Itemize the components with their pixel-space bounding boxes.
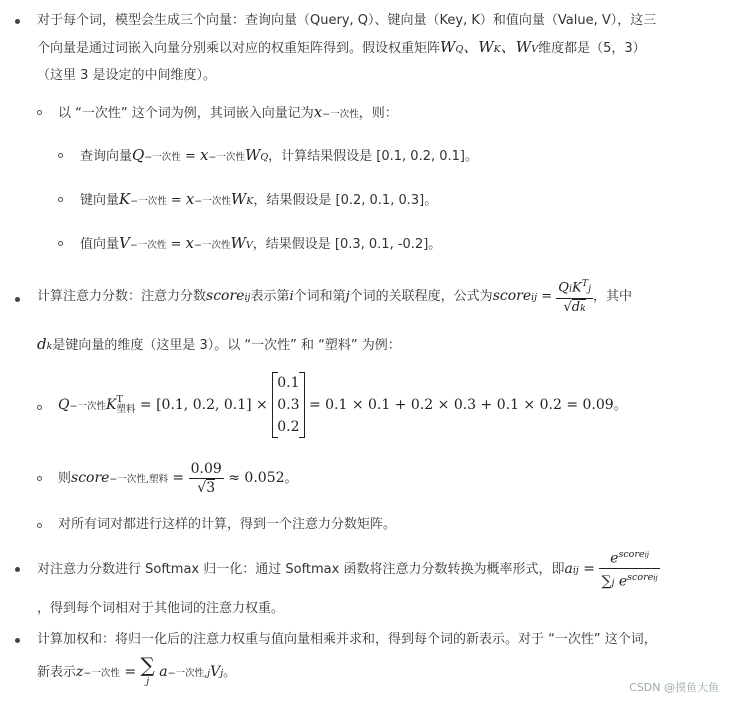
equals: = [537, 289, 557, 304]
matrix-val-0: 0.1 [277, 375, 300, 391]
p2-line1 [37, 268, 632, 326]
sub-bullet [37, 405, 42, 410]
formula-q: Q−一次性 = x−一次性WQ [132, 146, 269, 164]
bullet [15, 638, 20, 643]
p2-text-a: 计算注意力分数：注意力分数 [37, 289, 207, 304]
word-subscript: 一次性 [117, 474, 146, 485]
formula-score: scoreij [206, 288, 251, 304]
sub-intro-text: 以 “一次性” 这个词为例，其词嵌入向量记为 [58, 106, 314, 121]
bullet [15, 297, 20, 302]
sub-bullet [37, 523, 42, 528]
word-subscript: 一次性 [152, 152, 181, 163]
p2-text-b: 表示第 [250, 289, 290, 304]
p1-line1: 对于每个词，模型会生成三个向量：查询向量（Query, Q）、键向量（Key, K）和值向量（Value, V），这三 [37, 13, 657, 28]
sub-bullet [37, 110, 42, 115]
q-result: ，计算结果假设是 [0.1, 0.2, 0.1]。 [268, 149, 478, 164]
p2-line2 [37, 335, 401, 356]
word2-subscript: 塑料 [116, 404, 136, 415]
word2-subscript: 塑料 [148, 474, 168, 485]
word-subscript: 一次性 [330, 109, 359, 120]
q-line [80, 146, 478, 167]
matrix-val-2: 0.2 [277, 419, 300, 435]
formula-weighted-sum: z−一次性 = ∑ j a−一次性,jVj [76, 653, 224, 687]
matrix-val-1: 0.3 [277, 397, 300, 413]
then-line [58, 455, 298, 503]
word-subscript: 一次性 [216, 152, 245, 163]
q-label: 查询向量 [80, 149, 133, 164]
score-approx: ≈ 0.052 [228, 470, 285, 486]
p2-text-e: ，其中 [593, 289, 633, 304]
p2-text-c: 个词和第 [293, 289, 346, 304]
sub-bullet [58, 153, 63, 158]
v-line [80, 234, 441, 255]
p2-line2-text: 是键向量的维度（这里是 3）。以 “一次性” 和 “塑料” 为例： [52, 338, 401, 353]
all-pairs: 对所有词对都进行这样的计算，得到一个注意力分数矩阵。 [58, 517, 397, 532]
k-line [80, 190, 437, 211]
v-label: 值向量 [80, 237, 120, 252]
p3-line1 [37, 544, 660, 596]
p3-line2: ，得到每个词相对于其他词的注意力权重。 [37, 601, 285, 616]
period: 。 [613, 398, 627, 413]
formula-dk: dk [37, 335, 53, 353]
then-label: 则 [58, 471, 72, 486]
formula-score-value: score−一次性,塑料 = $\frac{0.09}{√3}$ ≈ 0.052 [71, 460, 285, 496]
calc-result: = 0.1 × 0.1 + 0.2 × 0.3 + 0.1 × 0.2 = 0.09 [308, 397, 614, 413]
p4-text: 新表示 [37, 665, 77, 680]
p2-text-d: 个词的关联程度，公式为 [349, 289, 493, 304]
p3-text: 对注意力分数进行 Softmax 归一化：通过 Softmax 函数将注意力分数转换为概率形式，即 [37, 562, 565, 577]
formula-score-ij: scoreij [492, 288, 538, 304]
bullet [15, 19, 20, 24]
word-subscript: 一次性 [175, 668, 205, 679]
column-vector [272, 372, 304, 438]
sub-bullet [58, 197, 63, 202]
k-result: ，结果假设是 [0.2, 0.1, 0.3]。 [253, 193, 438, 208]
formula-x: x−一次性 [313, 103, 359, 121]
score-frac-num: 0.09 [190, 460, 222, 477]
period: 。 [284, 471, 298, 486]
calc-line [58, 372, 627, 438]
word-subscript: 一次性 [201, 240, 231, 251]
sub-bullet [58, 241, 63, 246]
formula-softmax: aij = $\frac{e^{scoreij}}{\sum j e^{scoreij}}$ [564, 561, 659, 577]
v-result: ，结果假设是 [0.3, 0.1, -0.2]。 [252, 237, 442, 252]
word-subscript: 一次性 [138, 196, 167, 207]
word-subscript: 一次性 [91, 668, 120, 679]
formula-k: K−一次性 = x−一次性WK [119, 190, 254, 208]
word-subscript: 一次性 [202, 196, 231, 207]
k-label: 键向量 [80, 193, 120, 208]
period: 。 [223, 665, 237, 680]
sub-bullet [37, 476, 42, 481]
formula-i: i [289, 289, 294, 304]
p1-line3: （这里 3 是设定的中间维度）。 [37, 68, 217, 83]
formula-j: j [345, 289, 350, 304]
p4-line2 [37, 652, 236, 694]
bullet [15, 567, 20, 572]
p1-line2-dim: 维度都是（5，3） [538, 41, 646, 56]
p1-line2-text: 个向量是通过词嵌入向量分别乘以对应的权重矩阵得到。假设权重矩阵 [37, 41, 441, 56]
p1-sub-intro [58, 103, 398, 124]
formula-v: V−一次性 = x−一次性WV [119, 234, 253, 252]
word-subscript: 一次性 [137, 240, 167, 251]
fraction-qk-sqrt-dk: $\frac{QiK^Tj}{√dk}$ [556, 275, 593, 318]
formula-qk-product: Q−一次性K T 塑料 = [0.1, 0.2, 0.1] × 0.1 0.3 0.2 = 0.1 × 0.1 + 0.2 × 0.3 + 0.1 × 0.2 = 0.09 [58, 397, 614, 413]
sub-intro-tail: ，则： [358, 106, 398, 121]
p1-line2 [37, 38, 646, 59]
word-subscript: 一次性 [77, 401, 106, 412]
p4-line1: 计算加权和：将归一化后的注意力权重与值向量相乘并求和，得到每个词的新表示。对于 “一次性” 这个词， [37, 632, 657, 647]
formula-weights: WQ、WK、WV [440, 38, 539, 56]
watermark: CSDN @摸鱼大鱼 [629, 681, 719, 694]
